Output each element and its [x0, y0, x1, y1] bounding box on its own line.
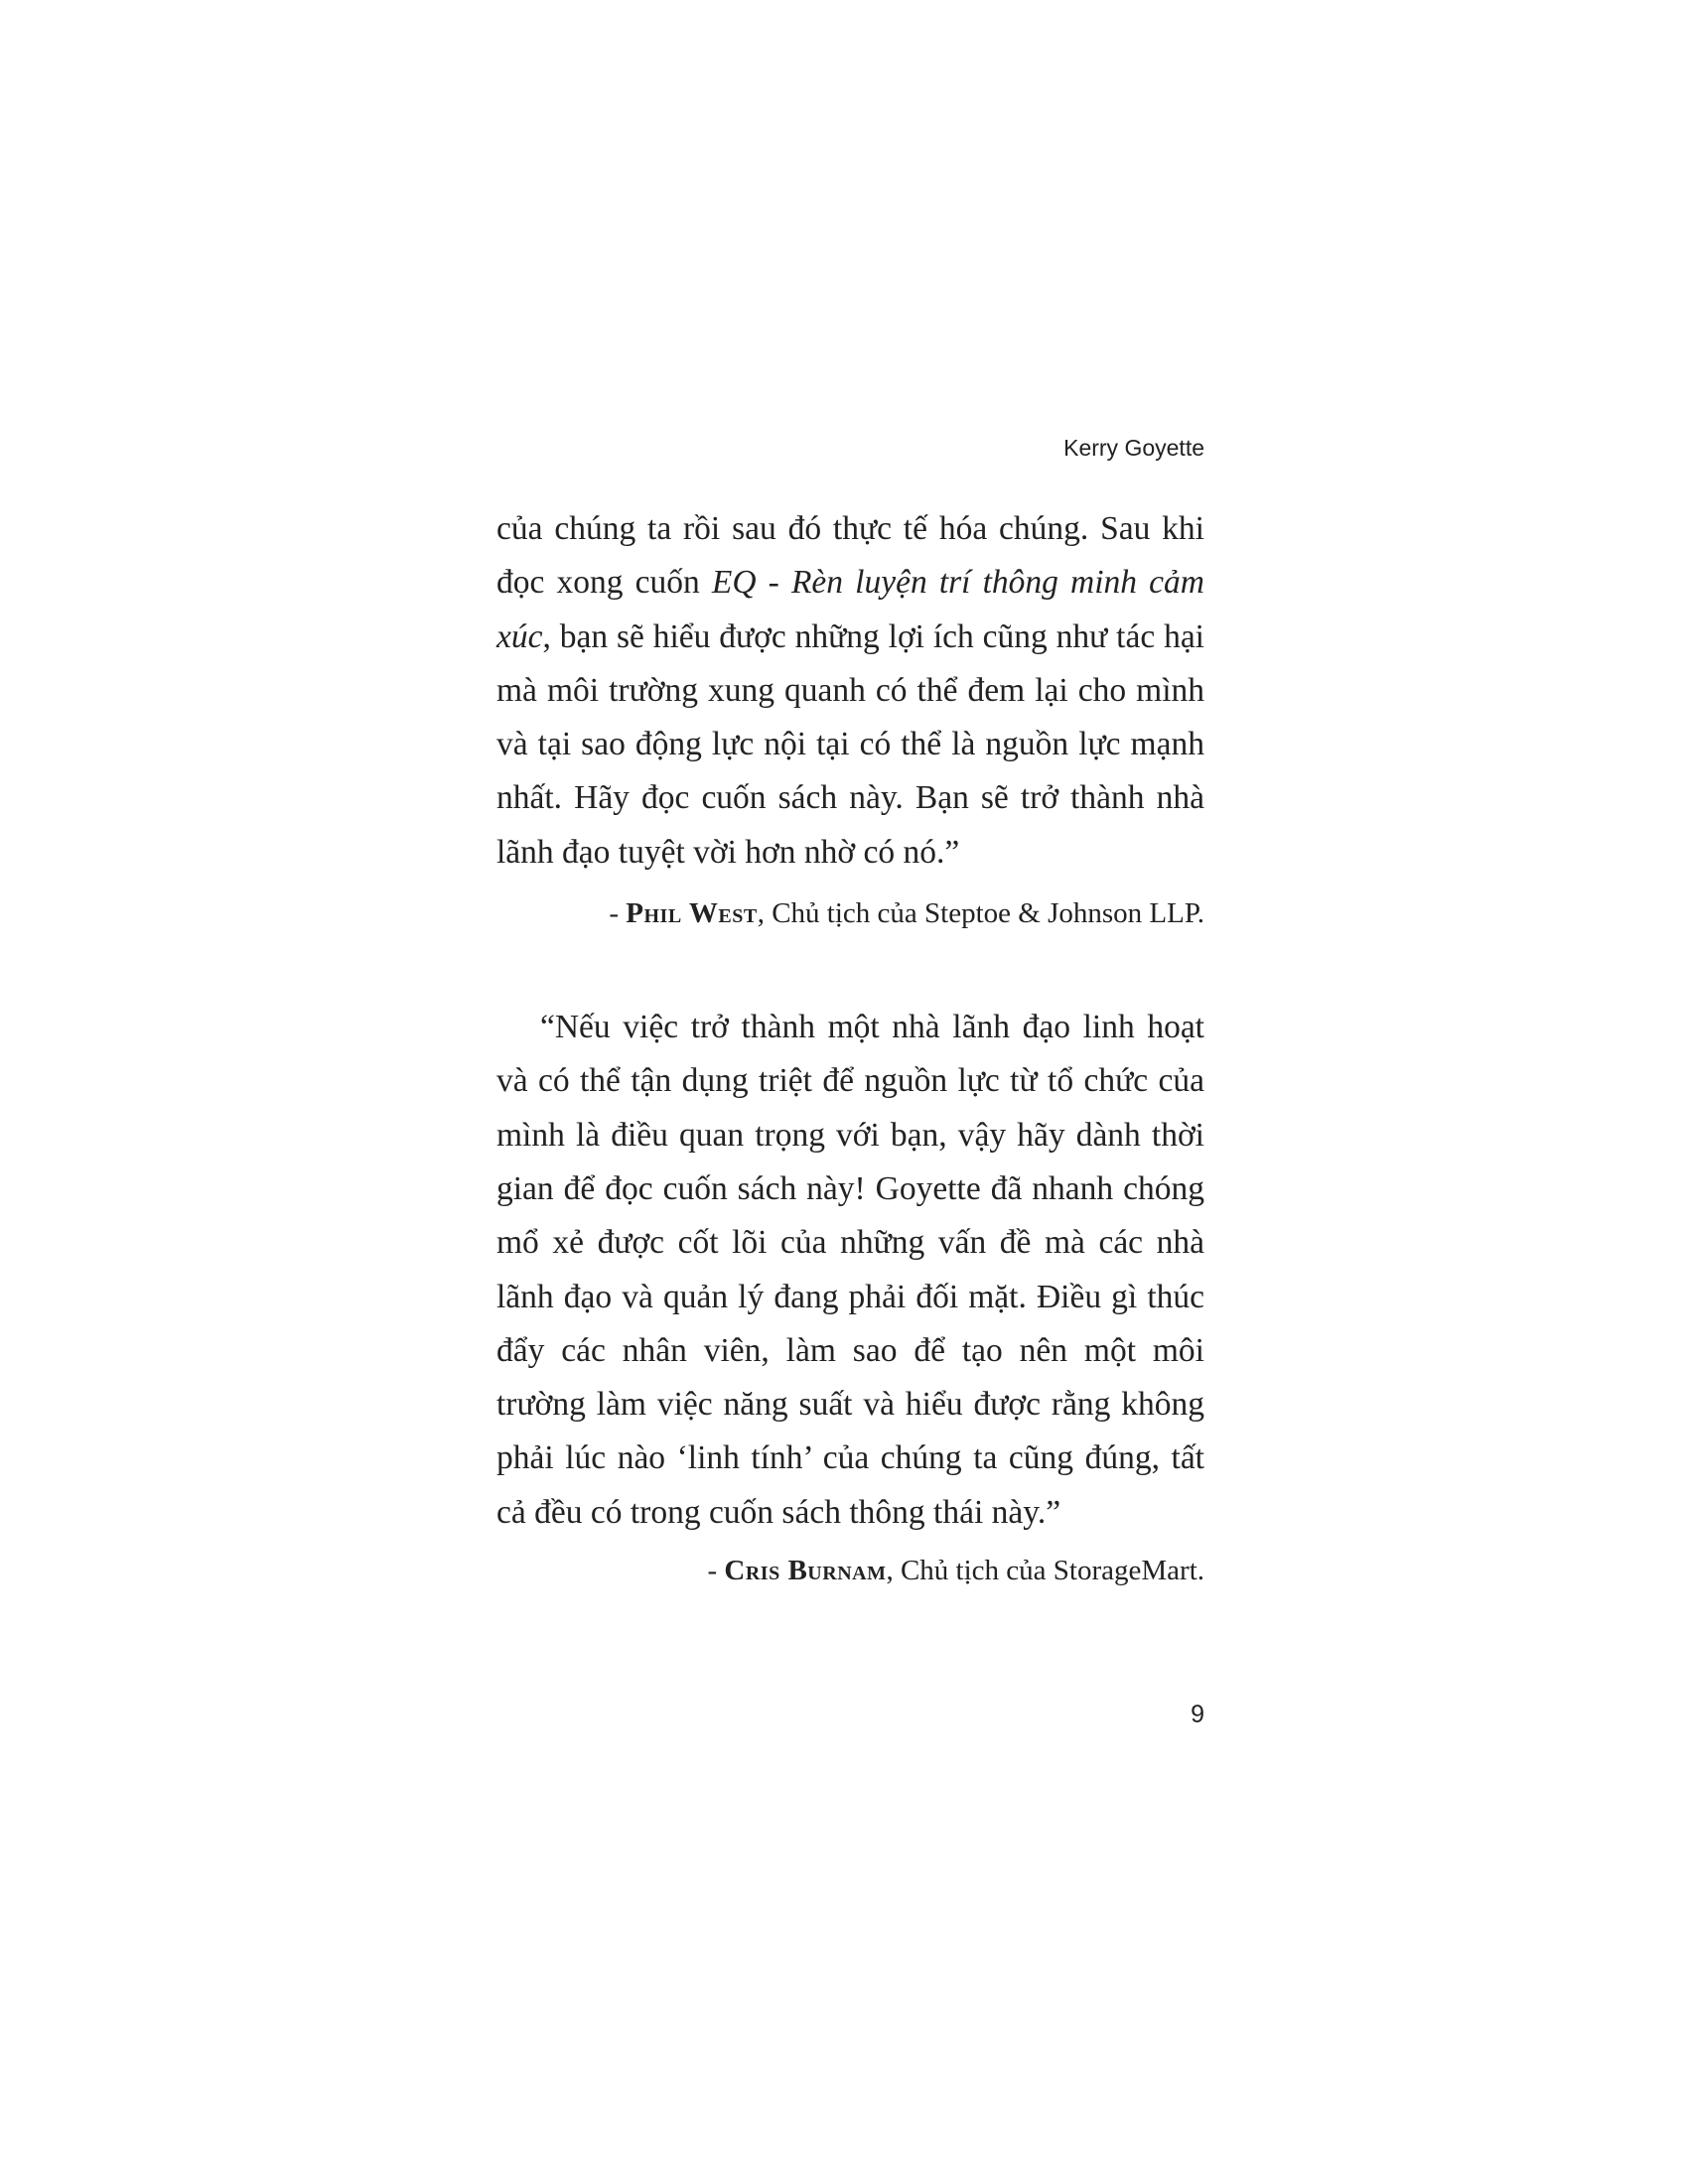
quote-1-text-end: , bạn sẽ hiểu được những lợi ích cũng như tác hại mà môi trường xung quanh có thể đem lại cho mình và tại sao động lực nội tại có thể là nguồn lực mạnh nhất. Hãy đọc cuốn sách này. Bạn sẽ trở thành nhà lãnh đạo tuyệt vời hơn nhờ có nó.” [496, 617, 1204, 871]
attribution-dash: - [609, 897, 627, 930]
endorsement-quote-2: “Nếu việc trở thành một nhà lãnh đạo linh hoạt và có thể tận dụng triệt để nguồn lực từ tổ chức của mình là điều quan trọng với bạn, vậy hãy dành thời gian để đọc cuốn sách này! Goyette đã nhanh chóng mổ xẻ được cốt lõi của những vấn đề mà các nhà lãnh đạo và quản lý đang phải đối mặt. Điều gì thúc đẩy các nhân viên, làm sao để tạo nên một môi trường làm việc năng suất và hiểu được rằng không phải lúc nào ‘linh tính’ của chúng ta cũng đúng, tất cả đều có trong cuốn sách thông thái này.” [496, 1009, 1204, 1531]
page-number: 9 [1191, 1701, 1204, 1728]
quote-1-attribution [496, 893, 1204, 933]
quote-2-attribution [496, 1551, 1204, 1590]
quote-2-affiliation: , Chủ tịch của StorageMart. [886, 1555, 1204, 1587]
quote-1-author: Phil West [626, 897, 758, 930]
quote-1-text-start: của chúng ta rồi sau đó thực tế hóa chúng. Sau khi đọc xong cuốn [496, 510, 1204, 602]
running-header: Kerry Goyette [1063, 435, 1204, 461]
book-title: EQ - Rèn luyện trí thông minh cảm xúc [496, 564, 1204, 655]
page-body [496, 502, 1204, 1590]
quote-1-affiliation: , Chủ tịch của Steptoe & Johnson LLP. [757, 897, 1204, 930]
attribution-dash: - [707, 1555, 725, 1587]
section-gap [496, 933, 1204, 1001]
endorsement-quote-1 [496, 502, 1204, 880]
quote-2-author: Cris Burnam [724, 1555, 887, 1587]
